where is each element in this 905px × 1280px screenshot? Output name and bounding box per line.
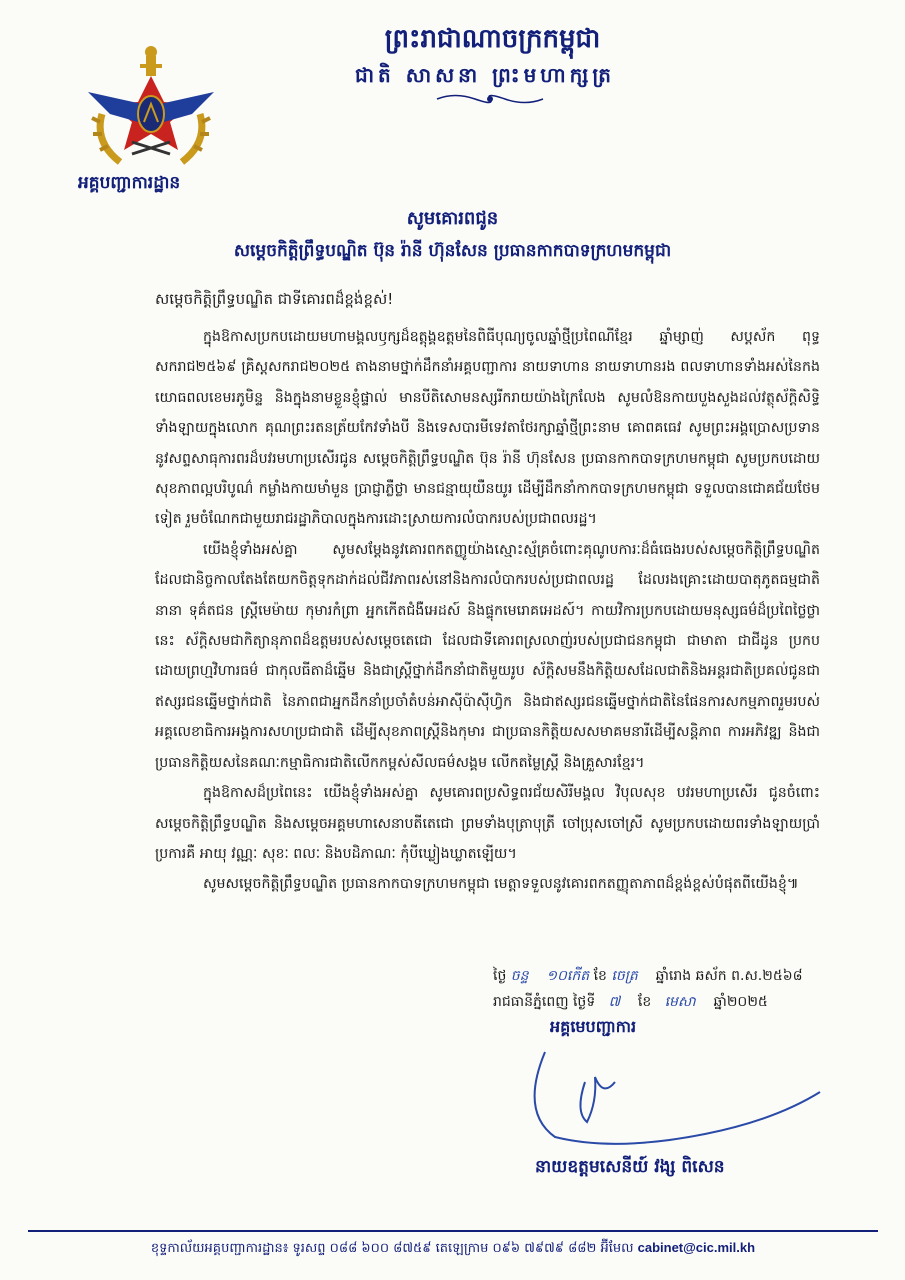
lunar-month-prefix: ខែ [593,968,607,984]
place-prefix: រាជធានីភ្នំពេញ ថ្ងៃទី [493,994,596,1010]
solar-year: ឆ្នាំ២០២៥ [713,994,768,1010]
national-motto: ជាតិ សាសនា ព្រះមហាក្សត្រ [355,63,615,87]
signer-name: នាយឧត្ដមសេនីយ៍ វង្ស ពិសេន [535,1157,725,1177]
solar-day: ៧ [608,994,621,1010]
signatory-title: អគ្គមេបញ្ជាការ [550,1017,637,1036]
greeting-line: សម្ដេចកិត្តិព្រឹទ្ធបណ្ឌិត ជាទីគោរពដ៏ខ្ពង់ខ្ពស់! [155,290,394,308]
footer-contact [28,1240,878,1259]
lunar-day: ១០កើត [546,968,590,984]
body-paragraph-2: យើងខ្ញុំទាំងអស់គ្នា សូមសម្ដែងនូវគោរពកតញ្ញូយ៉ាងស្មោះស្ម័គ្រចំពោះគុណូបការៈដ៏ធំធេងរបស់សម្ដេចកិត្តិព្រឹទ្ធបណ្ឌិត ដែលជានិច្ចកាលតែងតែយកចិត្តទុកដាក់ដល់ជីវភាពរស់នៅនិងការលំបាករបស់ប្រជាពលរដ្ឋ ដែលរងគ្រោះដោយបាតុភូតធម្មជាតិនានា ទុគ៌តជន ស្ត្រីមេម៉ាយ កុមារកំព្រា អ្នកកើតជំងឺអេដស៍ និងផ្ទុកមេរោគអេដស៍។ កាយវិការប្រកបដោយមនុស្សធម៌ដ៏ប្រពៃថ្លៃថ្លានេះ ស័ក្តិសមជាកិត្យានុភាពដ៏ឧត្តមរបស់សម្ដេចតេជោ ដែលជាទីគោរពស្រលាញ់របស់ប្រជាជនកម្ពុជា ជាមាតា ជាជីដូន ប្រកបដោយព្រហ្មវិហារធម៌ ជាកុលធីតាដ៏ឆ្នើម និងជាស្ត្រីថ្នាក់ដឹកនាំជាតិមួយរូប ស័ក្តិសមនឹងកិត្តិយសដែលជាតិនិងអន្តរជាតិប្រគល់ជូនជាឥស្សរជនឆ្នើមថ្នាក់ជាតិ នៃភាពជាអ្នកដឹកនាំប្រចាំតំបន់អាស៊ីប៉ាស៊ីហ្វិក និងជាឥស្សរជនឆ្នើមថ្នាក់ជាតិនៃផែនការសកម្មភាពរួមរបស់អគ្គលេខាធិការអង្គការសហប្រជាជាតិ ដើម្បីសុខភាពស្ត្រីនិងកុមារ ជាប្រធានកិត្តិយសសមាគមនារីដើម្បីសន្តិភាព ការអភិវឌ្ឍ និងជាប្រធានកិត្តិយសនៃគណៈកម្មាធិការជាតិលើកកម្ពស់សីលធម៌សង្គម លើកតម្លៃស្ត្រី និងគ្រួសារខ្មែរ។ [155,541,820,771]
lunar-day-name: ចន្ទ [510,968,529,984]
body-paragraph-1: ក្នុងឱកាសប្រកបដោយមហាមង្គលឫក្សដ៏ឧត្តុង្គឧត្តមនៃពិធីបុណ្យចូលឆ្នាំថ្មីប្រពៃណីខ្មែរ ឆ្នាំម្សាញ់ សប្តស័ក ពុទ្ធសករាជ២៥៦៩ គ្រិស្តសករាជ២០២៥ តាងនាមថ្នាក់ដឹកនាំអគ្គបញ្ជាការ នាយទាហាន នាយទាហានរង ពលទាហានទាំងអស់នៃកងយោធពលខេមរភូមិន្ទ និងក្នុងនាមខ្លួនខ្ញុំផ្ទាល់ មានបីតិសោមនស្សរីករាយយ៉ាងក្រៃលែង សូមលំឱនកាយបួងសួងដល់វត្ថុស័ក្តិសិទ្ធិទាំងឡាយក្នុងលោក គុណព្រះរតនត្រ័យកែវទាំងបី និងទេសបារមីទេវតាថែរក្សាឆ្នាំថ្មីព្រះនាម គោពគធេវ សូមព្រះអង្គប្រោសប្រទាននូវសព្ទសាធុការពរដ៏បវរមហាប្រសើរជូន សម្ដេចកិត្តិព្រឹទ្ធបណ្ឌិត ប៊ុន រ៉ានី ហ៊ុនសែន ប្រធានកាកបាទក្រហមកម្ពុជា សូមប្រកបដោយសុខភាពល្អបរិបូណ៌ កម្លាំងកាយមាំមួន ប្រាជ្ញាភ្លឺថ្លា មានជន្មាយុយឺនយូរ ដើម្បីដឹកនាំកាកបាទក្រហមកម្ពុជា ទទួលបានជោគជ័យថែមទៀត រួមចំណែកជាមួយរាជរដ្ឋាភិបាលក្នុងការដោះស្រាយការលំបាករបស់ប្រជាពលរដ្ឋ។ [155,329,820,528]
letter-body [155,322,820,962]
military-emblem-icon [80,44,222,170]
lunar-year: ឆ្នាំរោង ឆស័ក ព.ស.២៥៦៨ [655,968,803,984]
lunar-date-line [493,966,803,987]
solar-month-prefix: ខែ [637,994,652,1010]
footer-divider [28,1230,878,1232]
hq-label: អគ្គបញ្ជាការដ្ឋាន [78,173,181,193]
handwritten-signature-icon [525,1042,830,1152]
solar-date-line [493,992,768,1013]
footer-contact-text: ខុទ្ទកាល័យអគ្គបញ្ជាការដ្ឋាន៖ ទូរសព្ទ ០៨៨ ៦០០ ៨៧៥៩ តេឡេក្រាម ០៩៦ ៧៩៧៩ ៨៨២ អ៊ីមែល [150,1241,634,1256]
salutation: សូមគោរពជូន [406,208,499,229]
footer-email: cabinet@cic.mil.kh [637,1240,756,1255]
lunar-day-prefix: ថ្ងៃ [493,968,507,984]
kingdom-heading: ព្រះរាជាណាចក្រកម្ពុជា [384,24,601,54]
addressee-line: សម្ដេចកិត្តិព្រឹទ្ធបណ្ឌិត ប៊ុន រ៉ានី ហ៊ុនសែន ប្រធានកាកបាទក្រហមកម្ពុជា [233,241,672,261]
lunar-month: ចេត្រ [611,968,638,984]
ornament-divider-icon [435,92,545,106]
body-paragraph-3: ក្នុងឱកាសដ៏ប្រពៃនេះ យើងខ្ញុំទាំងអស់គ្នា សូមគោរពប្រសិទ្ធពរជ័យសិរីមង្គល វិបុលសុខ បវរមហាប្រសើរ ជូនចំពោះសម្ដេចកិត្តិព្រឹទ្ធបណ្ឌិត និងសម្ដេចអគ្គមហាសេនាបតីតេជោ ព្រមទាំងបុត្រាបុត្រី ចៅប្រុសចៅស្រី សូមប្រកបដោយពរទាំងឡាយប្រាំប្រការគឺ អាយុ វណ្ណៈ សុខៈ ពលៈ និងបដិភាណៈ កុំបីឃ្លៀងឃ្លាតឡើយ។ [155,785,820,862]
solar-month: មេសា [664,994,696,1010]
body-paragraph-4: សូមសម្ដេចកិត្តិព្រឹទ្ធបណ្ឌិត ប្រធានកាកបាទក្រហមកម្ពុជា មេត្តាទទួលនូវគោរពកតញ្ញុតាភាពដ៏ខ្ពង់ខ្ពស់បំផុតពីយើងខ្ញុំ៕ [203,876,799,893]
